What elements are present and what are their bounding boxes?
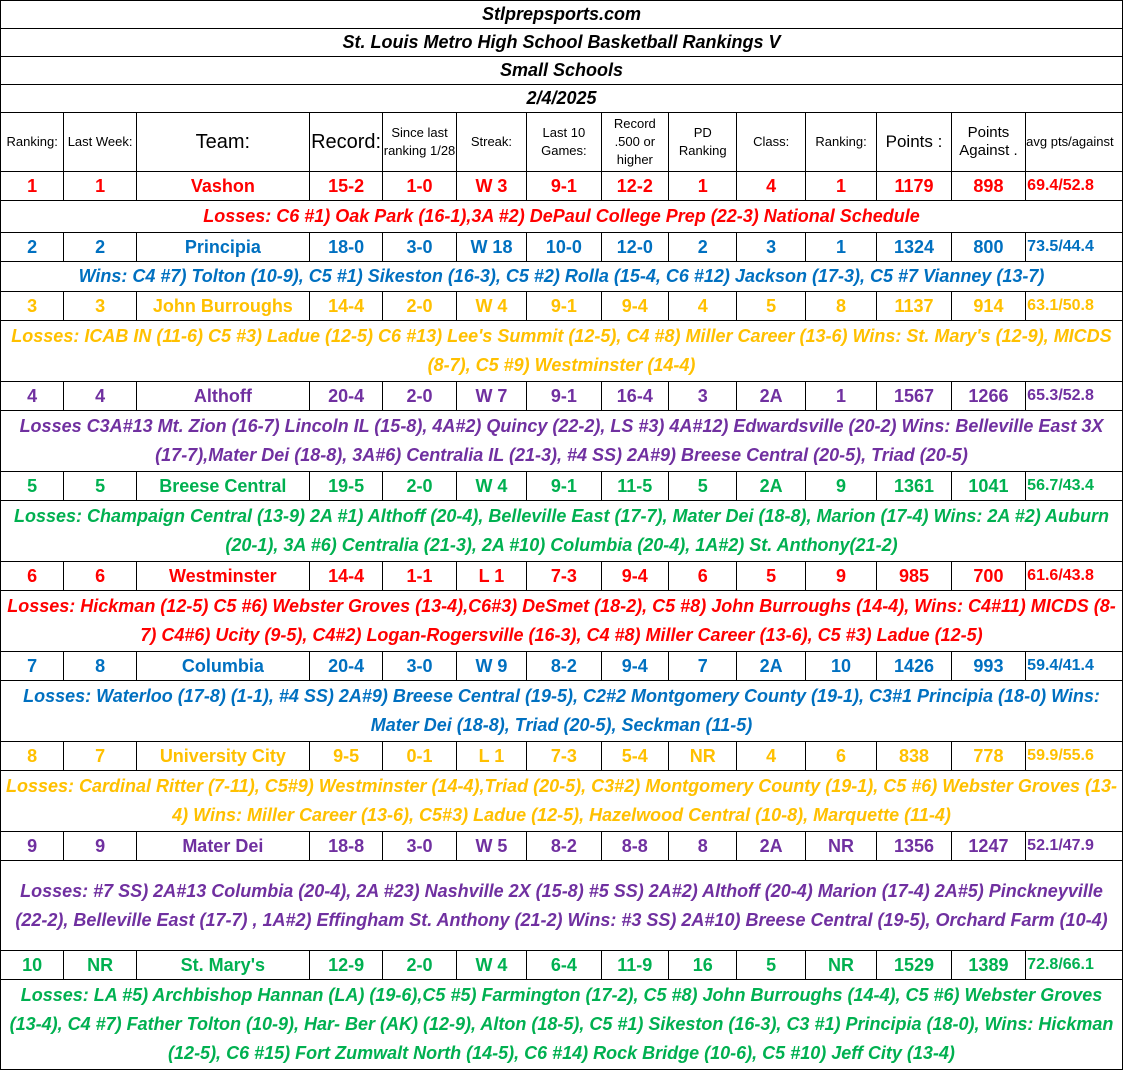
pd-cell: 1 <box>669 172 737 201</box>
team-notes: Losses: Waterloo (17-8) (1-1), #4 SS) 2A#9) Breese Central (19-5), C2#2 Montgomery County (19-1), C3#1 Principia (18-0) Wins: Mater Dei (18-8), Triad (20-5), Seckman (11-5) <box>1 681 1123 742</box>
against-cell: 778 <box>951 742 1025 771</box>
avg-cell: 56.7/43.4 <box>1026 472 1123 501</box>
date-title: 2/4/2025 <box>1 85 1123 113</box>
class-ranking-cell: NR <box>805 832 876 861</box>
header-last10: Last 10 Games: <box>527 113 601 172</box>
avg-cell: 59.4/41.4 <box>1026 652 1123 681</box>
team-notes-row <box>1 411 1123 472</box>
last-week-cell: 4 <box>64 382 136 411</box>
record-cell: 20-4 <box>309 652 382 681</box>
since-cell: 2-0 <box>383 951 456 980</box>
since-cell: 3-0 <box>383 233 456 262</box>
class-cell: 4 <box>737 172 805 201</box>
last10-cell: 7-3 <box>527 742 601 771</box>
against-cell: 898 <box>951 172 1025 201</box>
team-name: Principia <box>136 233 309 262</box>
streak-cell: W 4 <box>456 292 526 321</box>
pd-cell: 4 <box>669 292 737 321</box>
team-notes-row <box>1 321 1123 382</box>
team-name: Columbia <box>136 652 309 681</box>
last-week-cell: 7 <box>64 742 136 771</box>
rank-cell: 3 <box>1 292 64 321</box>
team-notes: Losses: C6 #1) Oak Park (16-1),3A #2) DePaul College Prep (22-3) National Schedule <box>1 201 1123 233</box>
team-notes: Losses: ICAB IN (11-6) C5 #3) Ladue (12-5) C6 #13) Lee's Summit (12-5), C4 #8) Miller Career (13-6) Wins: St. Mary's (12-9), MICDS (8-7), C5 #9) Westminster (14-4) <box>1 321 1123 382</box>
class-ranking-cell: NR <box>805 951 876 980</box>
header-record: Record: <box>309 113 382 172</box>
against-cell: 800 <box>951 233 1025 262</box>
page-title: St. Louis Metro High School Basketball Rankings V <box>1 29 1123 57</box>
streak-cell: W 5 <box>456 832 526 861</box>
header-row <box>1 113 1123 172</box>
points-cell: 1567 <box>877 382 951 411</box>
team-row <box>1 172 1123 201</box>
last10-cell: 9-1 <box>527 472 601 501</box>
team-name: Althoff <box>136 382 309 411</box>
last-week-cell: 1 <box>64 172 136 201</box>
team-row <box>1 562 1123 591</box>
team-notes-row <box>1 771 1123 832</box>
record-cell: 15-2 <box>309 172 382 201</box>
last10-cell: 6-4 <box>527 951 601 980</box>
record-cell: 12-9 <box>309 951 382 980</box>
rank-cell: 4 <box>1 382 64 411</box>
rank-cell: 10 <box>1 951 64 980</box>
against-cell: 914 <box>951 292 1025 321</box>
record500-cell: 11-5 <box>601 472 668 501</box>
streak-cell: L 1 <box>456 742 526 771</box>
class-ranking-cell: 1 <box>805 382 876 411</box>
team-notes-row <box>1 980 1123 1070</box>
since-cell: 1-1 <box>383 562 456 591</box>
header-since: Since last ranking 1/28 <box>383 113 456 172</box>
class-cell: 2A <box>737 832 805 861</box>
pd-cell: 2 <box>669 233 737 262</box>
streak-cell: W 7 <box>456 382 526 411</box>
division-title: Small Schools <box>1 57 1123 85</box>
class-ranking-cell: 10 <box>805 652 876 681</box>
team-notes-row <box>1 591 1123 652</box>
pd-cell: 8 <box>669 832 737 861</box>
record-cell: 18-8 <box>309 832 382 861</box>
record500-cell: 8-8 <box>601 832 668 861</box>
last-week-cell: 9 <box>64 832 136 861</box>
record500-cell: 12-0 <box>601 233 668 262</box>
record-cell: 20-4 <box>309 382 382 411</box>
header-team: Team: <box>136 113 309 172</box>
team-name: University City <box>136 742 309 771</box>
header-streak: Streak: <box>456 113 526 172</box>
last-week-cell: 8 <box>64 652 136 681</box>
class-cell: 5 <box>737 951 805 980</box>
record500-cell: 9-4 <box>601 562 668 591</box>
team-notes: Losses: #7 SS) 2A#13 Columbia (20-4), 2A #23) Nashville 2X (15-8) #5 SS) 2A#2) Althoff (20-4) Marion (17-4) 2A#5) Pinckneyville (22-2), Belleville East (17-7) , 1A#2) Effingham St. Anthony (21-2) Wins: #3 SS) 2A#10) Breese Central (19-5), Orchard Farm (10-4) <box>1 861 1123 951</box>
avg-cell: 69.4/52.8 <box>1026 172 1123 201</box>
rank-cell: 8 <box>1 742 64 771</box>
last10-cell: 7-3 <box>527 562 601 591</box>
against-cell: 1266 <box>951 382 1025 411</box>
against-cell: 700 <box>951 562 1025 591</box>
header-points: Points : <box>877 113 951 172</box>
header-class-ranking: Ranking: <box>805 113 876 172</box>
against-cell: 1247 <box>951 832 1025 861</box>
header-class: Class: <box>737 113 805 172</box>
class-cell: 5 <box>737 292 805 321</box>
streak-cell: W 4 <box>456 472 526 501</box>
class-cell: 2A <box>737 382 805 411</box>
last-week-cell: 3 <box>64 292 136 321</box>
team-row <box>1 472 1123 501</box>
class-ranking-cell: 6 <box>805 742 876 771</box>
header-record500: Record .500 or higher <box>601 113 668 172</box>
streak-cell: W 3 <box>456 172 526 201</box>
since-cell: 2-0 <box>383 292 456 321</box>
streak-cell: W 9 <box>456 652 526 681</box>
team-name: Westminster <box>136 562 309 591</box>
record-cell: 19-5 <box>309 472 382 501</box>
team-notes: Wins: C4 #7) Tolton (10-9), C5 #1) Sikeston (16-3), C5 #2) Rolla (15-4, C6 #12) Jackson (17-3), C5 #7 Vianney (13-7) <box>1 262 1123 292</box>
last10-cell: 9-1 <box>527 382 601 411</box>
record-cell: 9-5 <box>309 742 382 771</box>
record500-cell: 12-2 <box>601 172 668 201</box>
against-cell: 1041 <box>951 472 1025 501</box>
header-avg: avg pts/against <box>1026 113 1123 172</box>
pd-cell: 5 <box>669 472 737 501</box>
class-ranking-cell: 9 <box>805 562 876 591</box>
avg-cell: 61.6/43.8 <box>1026 562 1123 591</box>
rank-cell: 5 <box>1 472 64 501</box>
class-cell: 4 <box>737 742 805 771</box>
points-cell: 1356 <box>877 832 951 861</box>
record500-cell: 9-4 <box>601 652 668 681</box>
header-ranking: Ranking: <box>1 113 64 172</box>
header-pd: PD Ranking <box>669 113 737 172</box>
class-cell: 5 <box>737 562 805 591</box>
header-against: Points Against . <box>951 113 1025 172</box>
avg-cell: 73.5/44.4 <box>1026 233 1123 262</box>
pd-cell: 6 <box>669 562 737 591</box>
class-cell: 3 <box>737 233 805 262</box>
points-cell: 1529 <box>877 951 951 980</box>
team-name: Vashon <box>136 172 309 201</box>
last-week-cell: 2 <box>64 233 136 262</box>
record-cell: 14-4 <box>309 292 382 321</box>
against-cell: 993 <box>951 652 1025 681</box>
pd-cell: 3 <box>669 382 737 411</box>
site-title: Stlprepsports.com <box>1 1 1123 29</box>
since-cell: 2-0 <box>383 472 456 501</box>
points-cell: 985 <box>877 562 951 591</box>
class-ranking-cell: 1 <box>805 233 876 262</box>
team-name: St. Mary's <box>136 951 309 980</box>
since-cell: 2-0 <box>383 382 456 411</box>
team-row <box>1 742 1123 771</box>
points-cell: 1361 <box>877 472 951 501</box>
last10-cell: 8-2 <box>527 652 601 681</box>
record-cell: 18-0 <box>309 233 382 262</box>
streak-cell: W 18 <box>456 233 526 262</box>
team-notes: Losses: Champaign Central (13-9) 2A #1) Althoff (20-4), Belleville East (17-7), Mater Dei (18-8), Marion (17-4) Wins: 2A #2) Auburn (20-1), 3A #6) Centralia (21-3), 2A #10) Columbia (20-4), 1A#2) St. Anthony(21-2) <box>1 501 1123 562</box>
class-cell: 2A <box>737 472 805 501</box>
points-cell: 838 <box>877 742 951 771</box>
team-notes-row <box>1 681 1123 742</box>
team-notes: Losses C3A#13 Mt. Zion (16-7) Lincoln IL (15-8), 4A#2) Quincy (22-2), LS #3) 4A#12) Edwardsville (20-2) Wins: Belleville East 3X (17-7),Mater Dei (18-8), 3A#6) Centralia IL (21-3), #4 SS) 2A#9) Breese Central (20-5), Triad (20-5) <box>1 411 1123 472</box>
team-name: Breese Central <box>136 472 309 501</box>
last10-cell: 8-2 <box>527 832 601 861</box>
avg-cell: 63.1/50.8 <box>1026 292 1123 321</box>
team-notes: Losses: LA #5) Archbishop Hannan (LA) (19-6),C5 #5) Farmington (17-2), C5 #8) John Burroughs (14-4), C5 #6) Webster Groves (13-4), C4 #7) Father Tolton (10-9), Har- Ber (AK) (12-9), Alton (18-5), C5 #1) Sikeston (16-3), C3 #1) Principia (18-0), Wins: Hickman (12-5), C6 #15) Fort Zumwalt North (14-5), C6 #14) Rock Bridge (10-6), C5 #10) Jeff City (13-4) <box>1 980 1123 1070</box>
last10-cell: 10-0 <box>527 233 601 262</box>
rank-cell: 7 <box>1 652 64 681</box>
rank-cell: 9 <box>1 832 64 861</box>
team-row <box>1 951 1123 980</box>
team-notes-row <box>1 262 1123 292</box>
team-notes: Losses: Hickman (12-5) C5 #6) Webster Groves (13-4),C6#3) DeSmet (18-2), C5 #8) John Burroughs (14-4), Wins: C4#11) MICDS (8-7) C4#6) Ucity (9-5), C4#2) Logan-Rogersville (16-3), C4 #8) Miller Career (13-6), C5 #3) Ladue (12-5) <box>1 591 1123 652</box>
team-row <box>1 382 1123 411</box>
points-cell: 1324 <box>877 233 951 262</box>
avg-cell: 65.3/52.8 <box>1026 382 1123 411</box>
streak-cell: W 4 <box>456 951 526 980</box>
record500-cell: 11-9 <box>601 951 668 980</box>
last-week-cell: NR <box>64 951 136 980</box>
team-notes-row <box>1 201 1123 233</box>
pd-cell: 16 <box>669 951 737 980</box>
avg-cell: 59.9/55.6 <box>1026 742 1123 771</box>
team-row <box>1 292 1123 321</box>
last-week-cell: 5 <box>64 472 136 501</box>
streak-cell: L 1 <box>456 562 526 591</box>
avg-cell: 52.1/47.9 <box>1026 832 1123 861</box>
team-notes: Losses: Cardinal Ritter (7-11), C5#9) Westminster (14-4),Triad (20-5), C3#2) Montgomery County (19-1), C5 #6) Webster Groves (13-4) Wins: Miller Career (13-6), C5#3) Ladue (12-5), Hazelwood Central (10-8), Marquette (11-4) <box>1 771 1123 832</box>
since-cell: 1-0 <box>383 172 456 201</box>
team-notes-row <box>1 501 1123 562</box>
team-name: Mater Dei <box>136 832 309 861</box>
last10-cell: 9-1 <box>527 172 601 201</box>
class-cell: 2A <box>737 652 805 681</box>
last10-cell: 9-1 <box>527 292 601 321</box>
avg-cell: 72.8/66.1 <box>1026 951 1123 980</box>
team-notes-row <box>1 861 1123 951</box>
points-cell: 1426 <box>877 652 951 681</box>
since-cell: 0-1 <box>383 742 456 771</box>
record500-cell: 9-4 <box>601 292 668 321</box>
points-cell: 1137 <box>877 292 951 321</box>
points-cell: 1179 <box>877 172 951 201</box>
against-cell: 1389 <box>951 951 1025 980</box>
rank-cell: 6 <box>1 562 64 591</box>
last-week-cell: 6 <box>64 562 136 591</box>
team-name: John Burroughs <box>136 292 309 321</box>
team-row <box>1 652 1123 681</box>
record500-cell: 16-4 <box>601 382 668 411</box>
class-ranking-cell: 9 <box>805 472 876 501</box>
pd-cell: 7 <box>669 652 737 681</box>
rank-cell: 1 <box>1 172 64 201</box>
record-cell: 14-4 <box>309 562 382 591</box>
team-row <box>1 233 1123 262</box>
rank-cell: 2 <box>1 233 64 262</box>
class-ranking-cell: 1 <box>805 172 876 201</box>
class-ranking-cell: 8 <box>805 292 876 321</box>
record500-cell: 5-4 <box>601 742 668 771</box>
header-last-week: Last Week: <box>64 113 136 172</box>
since-cell: 3-0 <box>383 832 456 861</box>
since-cell: 3-0 <box>383 652 456 681</box>
team-row <box>1 832 1123 861</box>
pd-cell: NR <box>669 742 737 771</box>
